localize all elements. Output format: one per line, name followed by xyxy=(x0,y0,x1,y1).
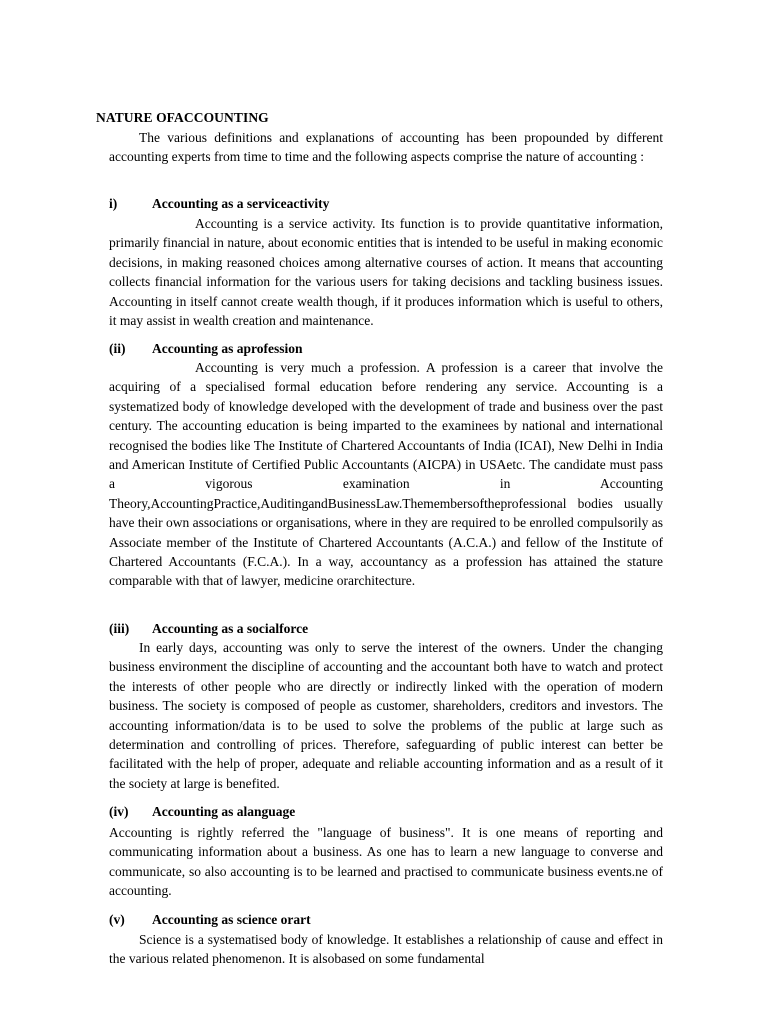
section-heading-5 xyxy=(109,912,311,928)
section-body-3: In early days, accounting was only to serve the interest of the owners. Under the changing business environment the discipline of accounting and the accountant both have to watch and protect the interests of other people who are directly or indirectly linked with the operation of modern business. The society is composed of people as customer, shareholders, creditors and investors. The accounting information/data is to be used to solve the problems of the public at large such as determination and controlling of prices. Therefore, safeguarding of public interest can better be facilitated with the help of proper, adequate and reliable accounting information and as a result of it the society at large is benefited. xyxy=(109,640,663,791)
intro-paragraph: The various definitions and explanations of accounting has been propounded by different accounting experts from time to time and the following aspects comprise the nature of accounting : xyxy=(109,130,663,165)
section-number: (iv) xyxy=(109,804,129,819)
section-body-4: Accounting is rightly referred the "language of business". It is one means of reporting and communicating information about a business. As one has to learn a new language to converse and communicate, so also accounting is to be learned and practised to communicate business events.ne of accounting. xyxy=(109,825,663,899)
section-heading-2 xyxy=(109,341,303,357)
section-title: Accounting as alanguage xyxy=(152,804,296,819)
section-body-5: Science is a systematised body of knowledge. It establishes a relationship of cause and effect in the various related phenomenon. It is alsobased on some fundamental xyxy=(109,932,663,967)
section-heading-4 xyxy=(109,804,295,820)
section-number: i) xyxy=(109,196,118,211)
section-number: (ii) xyxy=(109,341,126,356)
document-title: NATURE OFACCOUNTING xyxy=(96,110,269,125)
section-title: Accounting as science orart xyxy=(152,912,311,927)
section-number: (iii) xyxy=(109,621,130,636)
section-body-1: Accounting is a service activity. Its function is to provide quantitative information, primarily financial in nature, about economic entities that is intended to be useful in making economic decisions, in making reasoned choices among alternative courses of action. It means that accounting collects financial information for the various users for taking decisions and tackling business issues. Accounting in itself cannot create wealth though, if it produces information which is useful to others, it may assist in wealth creation and maintenance. xyxy=(109,216,663,329)
section-heading-3 xyxy=(109,621,308,637)
section-title: Accounting as aprofession xyxy=(152,341,303,356)
section-heading-1 xyxy=(109,196,329,212)
section-title: Accounting as a serviceactivity xyxy=(152,196,330,211)
section-number: (v) xyxy=(109,912,125,927)
section-title: Accounting as a socialforce xyxy=(152,621,309,636)
section-body-2: Accounting is very much a profession. A profession is a career that involve the acquiring of a specialised formal education before rendering any service. Accounting is a systematized body of knowledge developed with the development of trade and business over the past century. The accounting education is being imparted to the examinees by national and international recognised the bodies like The Institute of Chartered Accountants of India (ICAI), New Delhi in India and American Institute of Certified Public Accountants (AICPA) in USAetc. The candidate must pass a vigorous examination in Accounting Theory,AccountingPractice,AuditingandBusinessLaw.Themembersoftheprofessional bodies usually have their own associations or organisations, where in they are required to be enrolled compulsorily as Associate member of the Institute of Chartered Accountants (A.C.A.) and fellow of the Institute of Chartered Accountants (F.C.A.). In a way, accountancy as a profession has attained the stature comparable with that of lawyer, medicine orarchitecture. xyxy=(109,360,663,589)
